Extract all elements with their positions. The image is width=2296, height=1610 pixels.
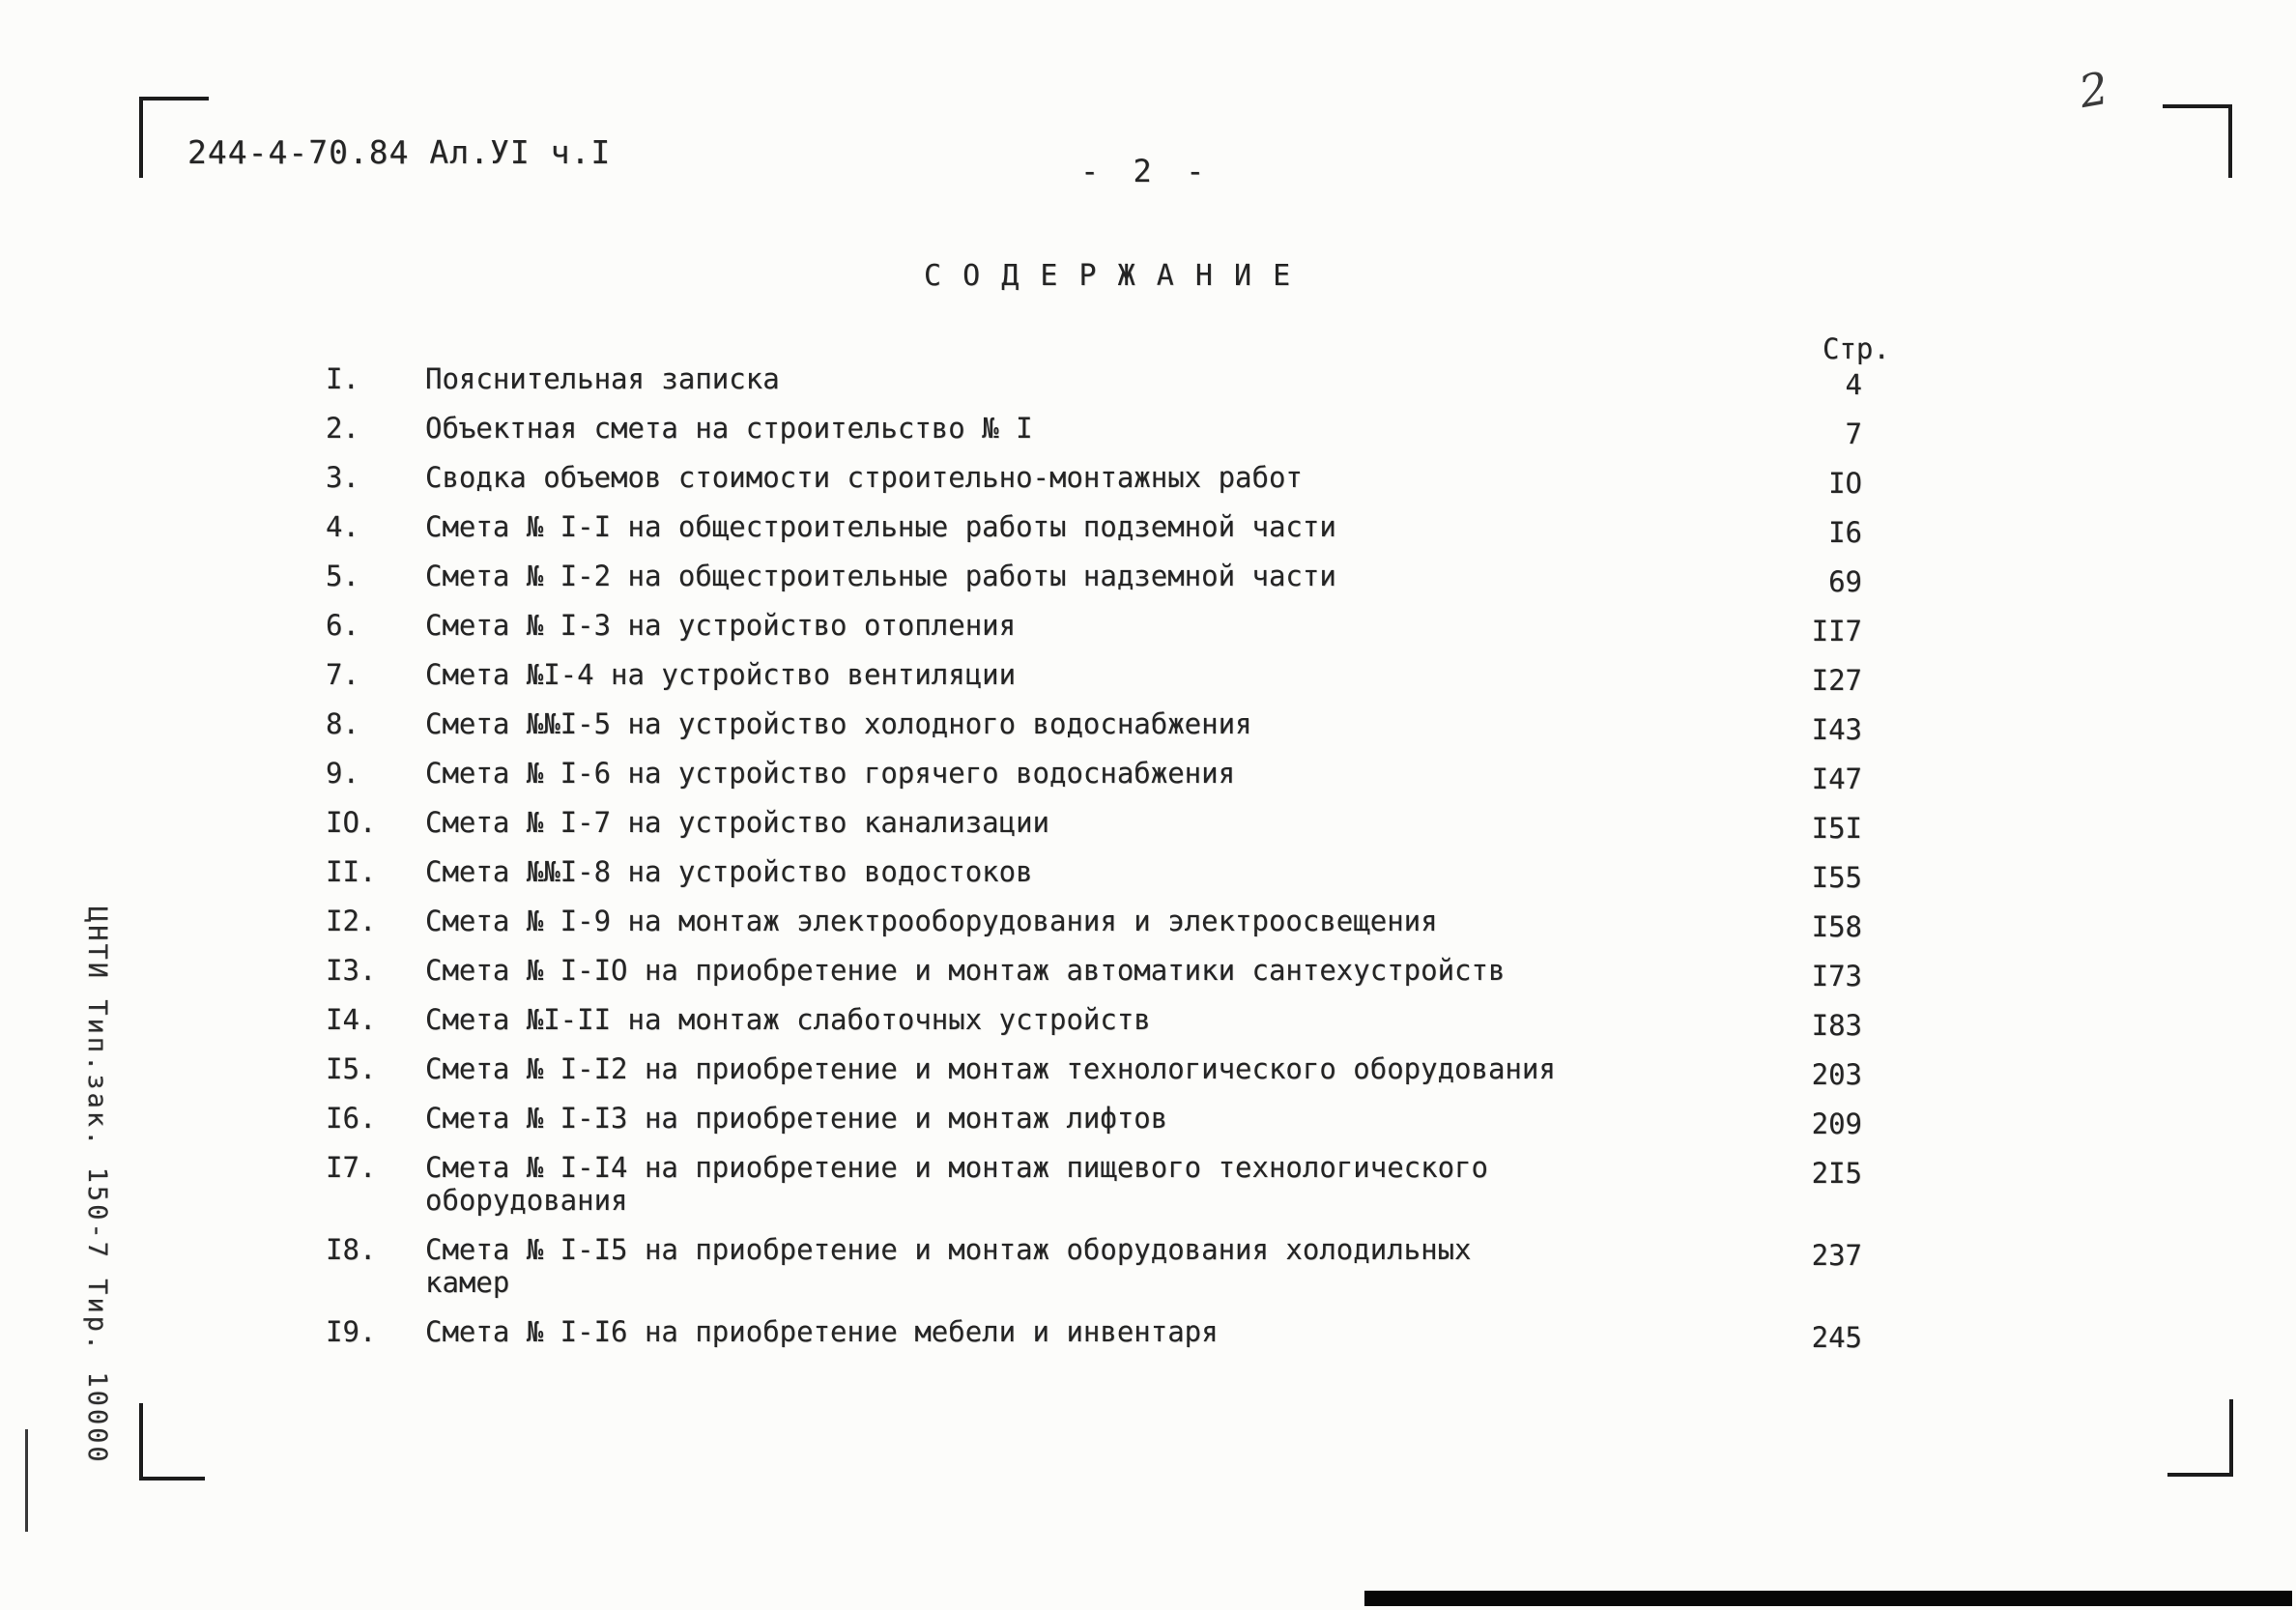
toc-item-title: Смета № I-2 на общестроительные работы надземной части [425,560,1336,592]
page-number: - 2 - [1080,153,1213,189]
page-column-header: Стр. [1822,332,1890,365]
toc-item-title: Сводка объемов стоимости строительно-монтажных работ [425,461,1303,494]
toc-item-number: 3. [326,461,359,494]
toc-item-page: IO [1828,467,1862,500]
toc-item-number: I8. [326,1233,377,1266]
toc-row [326,362,1862,401]
toc-item-page: I27 [1811,664,1862,697]
crop-mark-bottom-left [139,1403,205,1481]
toc-row [326,954,1862,992]
toc-row [326,707,1862,746]
toc-row [326,510,1862,549]
toc-item-title: Смета № I-I на общестроительные работы подземной части [425,510,1336,543]
toc-row [326,658,1862,697]
toc-item-page: 203 [1811,1058,1862,1091]
toc-item-number: 4. [326,510,359,543]
toc-item-number: IO. [326,806,377,839]
toc-item-number: I3. [326,954,377,987]
handwritten-page-mark: 2 [2075,61,2112,119]
toc-item-page: II7 [1811,615,1862,647]
toc-row [326,461,1862,500]
crop-mark-top-right [2163,104,2232,178]
toc-item-page: 7 [1845,417,1862,450]
toc-row [326,609,1862,647]
toc-item-title-line2: камер [425,1266,510,1299]
toc-item-page: I6 [1828,516,1862,549]
toc-item-title: Смета №№I-8 на устройство водостоков [425,855,1033,888]
toc-item-title: Смета № I-9 на монтаж электрооборудования и электроосвещения [425,905,1438,937]
toc-item-number: 8. [326,707,359,740]
toc-row [326,1052,1862,1091]
toc-item-page: 237 [1811,1239,1862,1272]
toc-item-number: I5. [326,1052,377,1085]
toc-item-number: 7. [326,658,359,691]
toc-item-page: 245 [1811,1321,1862,1354]
toc-item-number: 6. [326,609,359,642]
toc-item-number: I. [326,362,359,395]
toc-item-page: I58 [1811,910,1862,943]
toc-item-title: Смета № I-6 на устройство горячего водоснабжения [425,757,1236,790]
toc-item-title: Смета №I-4 на устройство вентиляции [425,658,1017,691]
toc-item-page: I83 [1811,1009,1862,1042]
doc-code: 244-4-70.84 Ал.УI ч.I [187,133,612,171]
toc-item-page: 2I5 [1811,1157,1862,1190]
toc-row [326,757,1862,795]
toc-item-page: I55 [1811,861,1862,894]
toc-item-number: I9. [326,1315,377,1348]
toc-item-title: Смета № I-I4 на приобретение и монтаж пищевого технологического оборудования [425,1151,1488,1217]
toc-row [326,855,1862,894]
toc-row [326,1102,1862,1140]
toc-item-page: I73 [1811,960,1862,992]
toc-item-title: Смета № I-3 на устройство отопления [425,609,1017,642]
toc-item-title: Смета № I-I6 на приобретение мебели и инвентаря [425,1315,1219,1348]
toc-item-title: Смета № I-7 на устройство канализации [425,806,1050,839]
toc-item-page: I43 [1811,713,1862,746]
toc-row [326,412,1862,450]
toc-item-title: Смета №№I-5 на устройство холодного водоснабжения [425,707,1252,740]
toc-item-page: I5I [1811,812,1862,845]
toc-item-number: 5. [326,560,359,592]
crop-mark-bottom-right [2167,1399,2233,1477]
toc-item-page: 209 [1811,1107,1862,1140]
print-stamp: ЦНТИ Тип.зак. 150-7 Тир. 10000 [82,906,112,1465]
toc-row [326,560,1862,598]
toc-row [326,905,1862,943]
toc-row [326,806,1862,845]
toc-item-title: Объектная смета на строительство № I [425,412,1033,445]
toc-item-number: 9. [326,757,359,790]
toc-row [326,1003,1862,1042]
page-title: С О Д Е Р Ж А Н И Е [924,259,1293,293]
toc-item-number: I6. [326,1102,377,1135]
toc-item-page: 4 [1845,368,1862,401]
scan-edge-mark [25,1429,28,1532]
toc-item-number: I2. [326,905,377,937]
toc-item-title: Смета №I-II на монтаж слаботочных устройств [425,1003,1151,1036]
scan-black-bar [1364,1591,2292,1606]
toc-row [326,1315,1862,1354]
toc-item-page: 69 [1828,565,1862,598]
toc-item-page: I47 [1811,762,1862,795]
toc-item-title: Смета № I-IO на приобретение и монтаж автоматики сантехустройств [425,954,1506,987]
toc-item-title: Пояснительная записка [425,362,780,395]
toc-item-number: I4. [326,1003,377,1036]
toc-row [326,1233,1862,1299]
toc-item-number: I7. [326,1151,377,1184]
toc-item-title: Смета № I-I3 на приобретение и монтаж лифтов [425,1102,1168,1135]
toc-item-title-line2: оборудования [425,1184,628,1217]
toc-item-number: II. [326,855,377,888]
toc-item-title: Смета № I-I2 на приобретение и монтаж технологического оборудования [425,1052,1556,1085]
toc-item-title: Смета № I-I5 на приобретение и монтаж оборудования холодильных камер [425,1233,1472,1299]
toc-item-number: 2. [326,412,359,445]
toc-row [326,1151,1862,1217]
toc-list [326,362,1862,1365]
